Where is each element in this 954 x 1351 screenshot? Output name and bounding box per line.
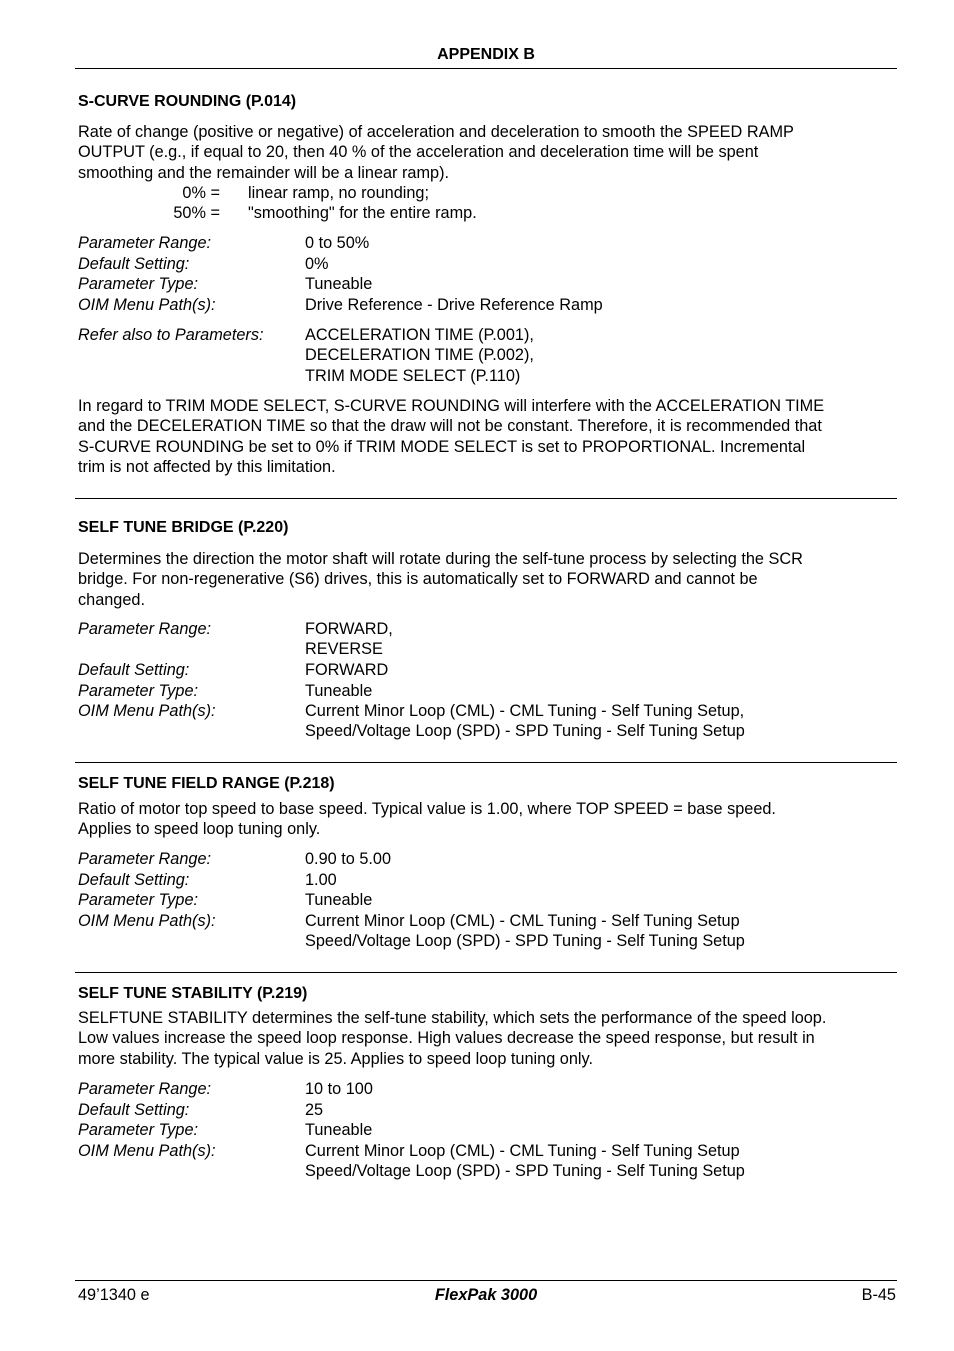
- menu-path-value: [305, 1141, 745, 1182]
- s-curve-note: [78, 396, 898, 478]
- desc-line: OUTPUT (e.g., if equal to 20, then 40 % of the acceleration and deceleration time will be spent: [78, 143, 759, 162]
- param-range-value: [305, 619, 393, 660]
- menu-path-value: [305, 701, 745, 742]
- section-title-self-tune-field-range: SELF TUNE FIELD RANGE (P.218): [78, 775, 335, 792]
- param-range-label: Parameter Range:: [78, 620, 212, 638]
- param-range-value: 10 to 100: [305, 1080, 373, 1098]
- section-divider: [75, 762, 897, 763]
- footer-rule: [75, 1280, 897, 1281]
- menu-path-line: Current Minor Loop (CML) - CML Tuning - Self Tuning Setup: [305, 1142, 740, 1160]
- refer-list: [305, 325, 534, 386]
- section-title-self-tune-bridge: SELF TUNE BRIDGE (P.220): [78, 519, 289, 536]
- menu-path-label: OIM Menu Path(s):: [78, 702, 216, 720]
- section-divider: [75, 972, 897, 973]
- note-line: S-CURVE ROUNDING be set to 0% if TRIM MODE SELECT is set to PROPORTIONAL. Incremental: [78, 437, 806, 456]
- pct-desc: linear ramp, no rounding;: [248, 184, 430, 202]
- param-type-value: Tuneable: [305, 682, 373, 700]
- section-divider: [75, 498, 897, 499]
- menu-path-value: Drive Reference - Drive Reference Ramp: [305, 296, 603, 314]
- desc-line: smoothing and the remainder will be a linear ramp).: [78, 163, 450, 182]
- param-type-label: Parameter Type:: [78, 275, 199, 293]
- param-range-label: Parameter Range:: [78, 1080, 212, 1098]
- page-number: B-45: [861, 1286, 896, 1304]
- param-range-value: 0.90 to 5.00: [305, 850, 392, 868]
- document-number: 49’1340 e: [78, 1286, 150, 1304]
- desc-line: Applies to speed loop tuning only.: [78, 820, 321, 839]
- refer-item: ACCELERATION TIME (P.001),: [305, 326, 534, 344]
- menu-path-value: [305, 911, 745, 952]
- refer-label: Refer also to Parameters:: [78, 326, 264, 344]
- desc-line: SELFTUNE STABILITY determines the self-tune stability, which sets the performance of the speed loop.: [78, 1009, 827, 1027]
- param-type-label: Parameter Type:: [78, 1121, 199, 1139]
- default-setting-label: Default Setting:: [78, 871, 190, 889]
- default-setting-value: 25: [305, 1101, 324, 1119]
- note-line: In regard to TRIM MODE SELECT, S-CURVE ROUNDING will interfere with the ACCELERATION TIME: [78, 397, 825, 415]
- desc-line: Determines the direction the motor shaft will rotate during the self-tune process by selecting the SCR: [78, 550, 803, 568]
- default-setting-label: Default Setting:: [78, 255, 190, 273]
- menu-path-label: OIM Menu Path(s):: [78, 912, 216, 930]
- product-name: FlexPak 3000: [434, 1286, 538, 1304]
- menu-path-line: Speed/Voltage Loop (SPD) - SPD Tuning - Self Tuning Setup: [305, 1162, 745, 1181]
- menu-path-line: Current Minor Loop (CML) - CML Tuning - Self Tuning Setup: [305, 912, 740, 930]
- page-header: APPENDIX B: [437, 46, 535, 63]
- desc-line: Low values increase the speed loop response. High values decrease the speed response, but result in: [78, 1029, 815, 1048]
- menu-path-line: Current Minor Loop (CML) - CML Tuning - Self Tuning Setup,: [305, 702, 745, 720]
- menu-path-line: Speed/Voltage Loop (SPD) - SPD Tuning - Self Tuning Setup: [305, 722, 745, 741]
- desc-line: Ratio of motor top speed to base speed. Typical value is 1.00, where TOP SPEED = base speed.: [78, 800, 776, 818]
- param-range-value: 0 to 50%: [305, 234, 370, 252]
- section-title-self-tune-stability: SELF TUNE STABILITY (P.219): [78, 985, 308, 1002]
- self-tune-stability-description: [78, 1008, 898, 1069]
- self-tune-field-range-description: [78, 799, 898, 840]
- s-curve-description: [78, 122, 898, 183]
- note-line: and the DECELERATION TIME so that the draw will not be constant. Therefore, it is recommended that: [78, 417, 822, 436]
- desc-line: bridge. For non-regenerative (S6) drives, this is automatically set to FORWARD and cannot be: [78, 570, 758, 589]
- pct-key: 50% =: [173, 204, 220, 222]
- note-line: trim is not affected by this limitation.: [78, 458, 336, 477]
- pct-desc: "smoothing" for the entire ramp.: [248, 204, 477, 222]
- menu-path-label: OIM Menu Path(s):: [78, 296, 216, 314]
- self-tune-bridge-description: [78, 549, 898, 610]
- default-setting-label: Default Setting:: [78, 661, 190, 679]
- menu-path-label: OIM Menu Path(s):: [78, 1142, 216, 1160]
- param-range-label: Parameter Range:: [78, 234, 212, 252]
- param-type-value: Tuneable: [305, 891, 373, 909]
- default-setting-value: FORWARD: [305, 661, 389, 679]
- desc-line: Rate of change (positive or negative) of acceleration and deceleration to smooth the SPEED RAMP: [78, 123, 794, 141]
- desc-line: changed.: [78, 590, 145, 609]
- section-title-s-curve: S-CURVE ROUNDING (P.014): [78, 93, 297, 110]
- default-setting-value: 0%: [305, 255, 329, 273]
- param-type-value: Tuneable: [305, 1121, 373, 1139]
- default-setting-value: 1.00: [305, 871, 337, 889]
- param-type-label: Parameter Type:: [78, 682, 199, 700]
- param-range-label: Parameter Range:: [78, 850, 212, 868]
- param-type-label: Parameter Type:: [78, 891, 199, 909]
- refer-item: TRIM MODE SELECT (P.110): [305, 366, 521, 385]
- param-type-value: Tuneable: [305, 275, 373, 293]
- header-rule: [75, 68, 897, 69]
- menu-path-line: Speed/Voltage Loop (SPD) - SPD Tuning - Self Tuning Setup: [305, 932, 745, 951]
- desc-line: more stability. The typical value is 25. Applies to speed loop tuning only.: [78, 1049, 593, 1068]
- pct-key: 0% =: [182, 184, 220, 202]
- range-option: FORWARD,: [305, 620, 393, 638]
- refer-item: DECELERATION TIME (P.002),: [305, 346, 534, 365]
- default-setting-label: Default Setting:: [78, 1101, 190, 1119]
- range-option: REVERSE: [305, 640, 383, 659]
